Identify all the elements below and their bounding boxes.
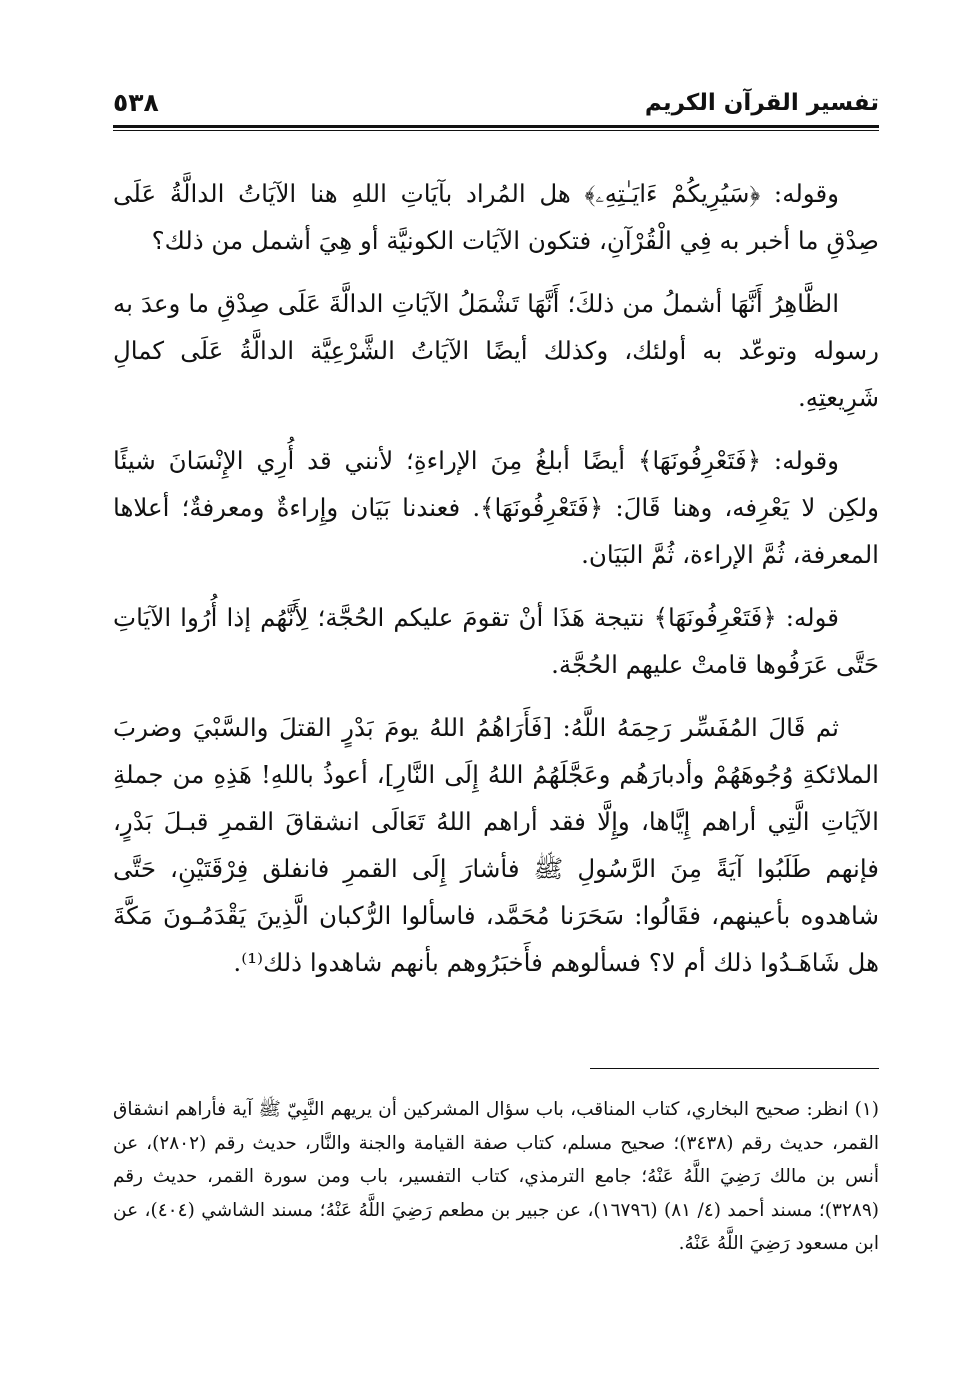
running-title: تفسير القرآن الكريم [644, 90, 879, 116]
page-number: ٥٣٨ [113, 88, 159, 117]
footnote-separator [590, 1068, 879, 1069]
footnote: (١) انظر: صحيح البخاري، كتاب المناقب، باب سؤال المشركين أن يريهم النَّبِيّ ﷺ آية فأراهم انشقاق القمر، حديث رقم (٣٤٣٨)؛ صحيح مسلم، كتاب صفة القيامة والجنة والنَّار، حديث رقم (٢٨٠٢)، عن أنس بن مالك رَضِيَ اللَّهُ عَنْهُ؛ جامع الترمذي، كتاب التفسير، باب ومن سورة القمر، حديث رقم (٣٢٨٩)؛ مسند أحمد (٤/ ٨١) (١٦٧٩٦)، عن جبير بن مطعم رَضِيَ اللَّهُ عَنْهُ؛ مسند الشاشي (٤٠٤)، عن ابن مسعود رَضِيَ اللَّهُ عَنْهُ. [113, 1099, 879, 1254]
header-rule-thin [113, 130, 879, 131]
footnotes [113, 1093, 879, 1261]
paragraph: قوله: ﴿فَتَعْرِفُونَهَا﴾ نتيجة هَذَا أنْ تقومَ عليكم الحُجَّة؛ لِأَنَّهُم إذا أُرُوا الآيَاتِ حَتَّى عَرَفُوها قامتْ عليهم الحُجَّة. [113, 603, 879, 679]
page-header [113, 86, 879, 126]
main-text [113, 170, 879, 1002]
paragraph: الظَّاهِرُ أَنَّهَا أشملُ من ذلكَ؛ أَنَّهَا تَشْمَلُ الآيَاتِ الدالَّةَ عَلَى صِدْقِ ما وعدَ به رسوله وتوعّد به أولئك، وكذلك أيضًا الآيَاتُ الشَّرْعِيَّة الدالَّةُ عَلَى كمالِ شَرِيعتِهِ. [113, 289, 879, 412]
paragraph: ثم قَالَ المُفَسِّر رَحِمَهُ اللَّهُ: [فَأَرَاهُمُ اللهُ يومَ بَدْرٍ القتلَ والسَّبْيَ وضربَ الملائكةِ وُجُوهَهُمْ وأدبارَهُم وعَجَّلَهُمُ اللهُ إِلَى النَّارِ]، أعوذُ باللهِ! هَذِهِ من جملةِ الآيَاتِ الَّتِي أراهم إِيَّاها، وإِلَّا فقد أراهم اللهُ تَعَالَى انشقاقَ القمرِ قبـلَ بَدْرٍ، فإنهم طَلَبُوا آيَةً مِنَ الرَّسُولِ ﷺ فأشارَ إِلَى القمرِ فانفلق فِرْقَتَيْنِ، حَتَّى شاهدوه بأعينهم، فقَالُوا: سَحَرَنا مُحَمَّد، فاسألوا الرُّكبان الَّذِينَ يَقْدَمُـونَ مَكَّةَ هل شَاهَـدُوا ذلك أم لا؟ فسألوهم فأَخبَرُوهم بأنهم شاهدوا ذلك⁽¹⁾. [113, 713, 879, 977]
paragraph: وقوله: ﴿سَيُرِيكُمْ ءَايَـٰتِهِۦ﴾ هل المُراد بآيَاتِ اللهِ هنا الآيَاتُ الدالَّةُ عَلَى صِدْقِ ما أخبر به فِي الْقُرْآنِ، فتكون الآيَات الكونيَّة أو هِيَ أشمل من ذلك؟ [113, 179, 879, 255]
header-rule [113, 125, 879, 128]
paragraph: وقوله: ﴿فَتَعْرِفُونَهَا﴾ أيضًا أبلغُ مِنَ الإراءةِ؛ لأنني قد أُرِي الإِنْسَانَ شيئًا ولكِن لا يَعْرِفه، وهنا قَالَ: ﴿فَتَعْرِفُونَهَا﴾. فعندنا بَيَان وإِراءةٌ ومعرفةٌ؛ أعلاها المعرفة، ثُمَّ الإراءة، ثُمَّ البَيَان. [113, 446, 879, 569]
